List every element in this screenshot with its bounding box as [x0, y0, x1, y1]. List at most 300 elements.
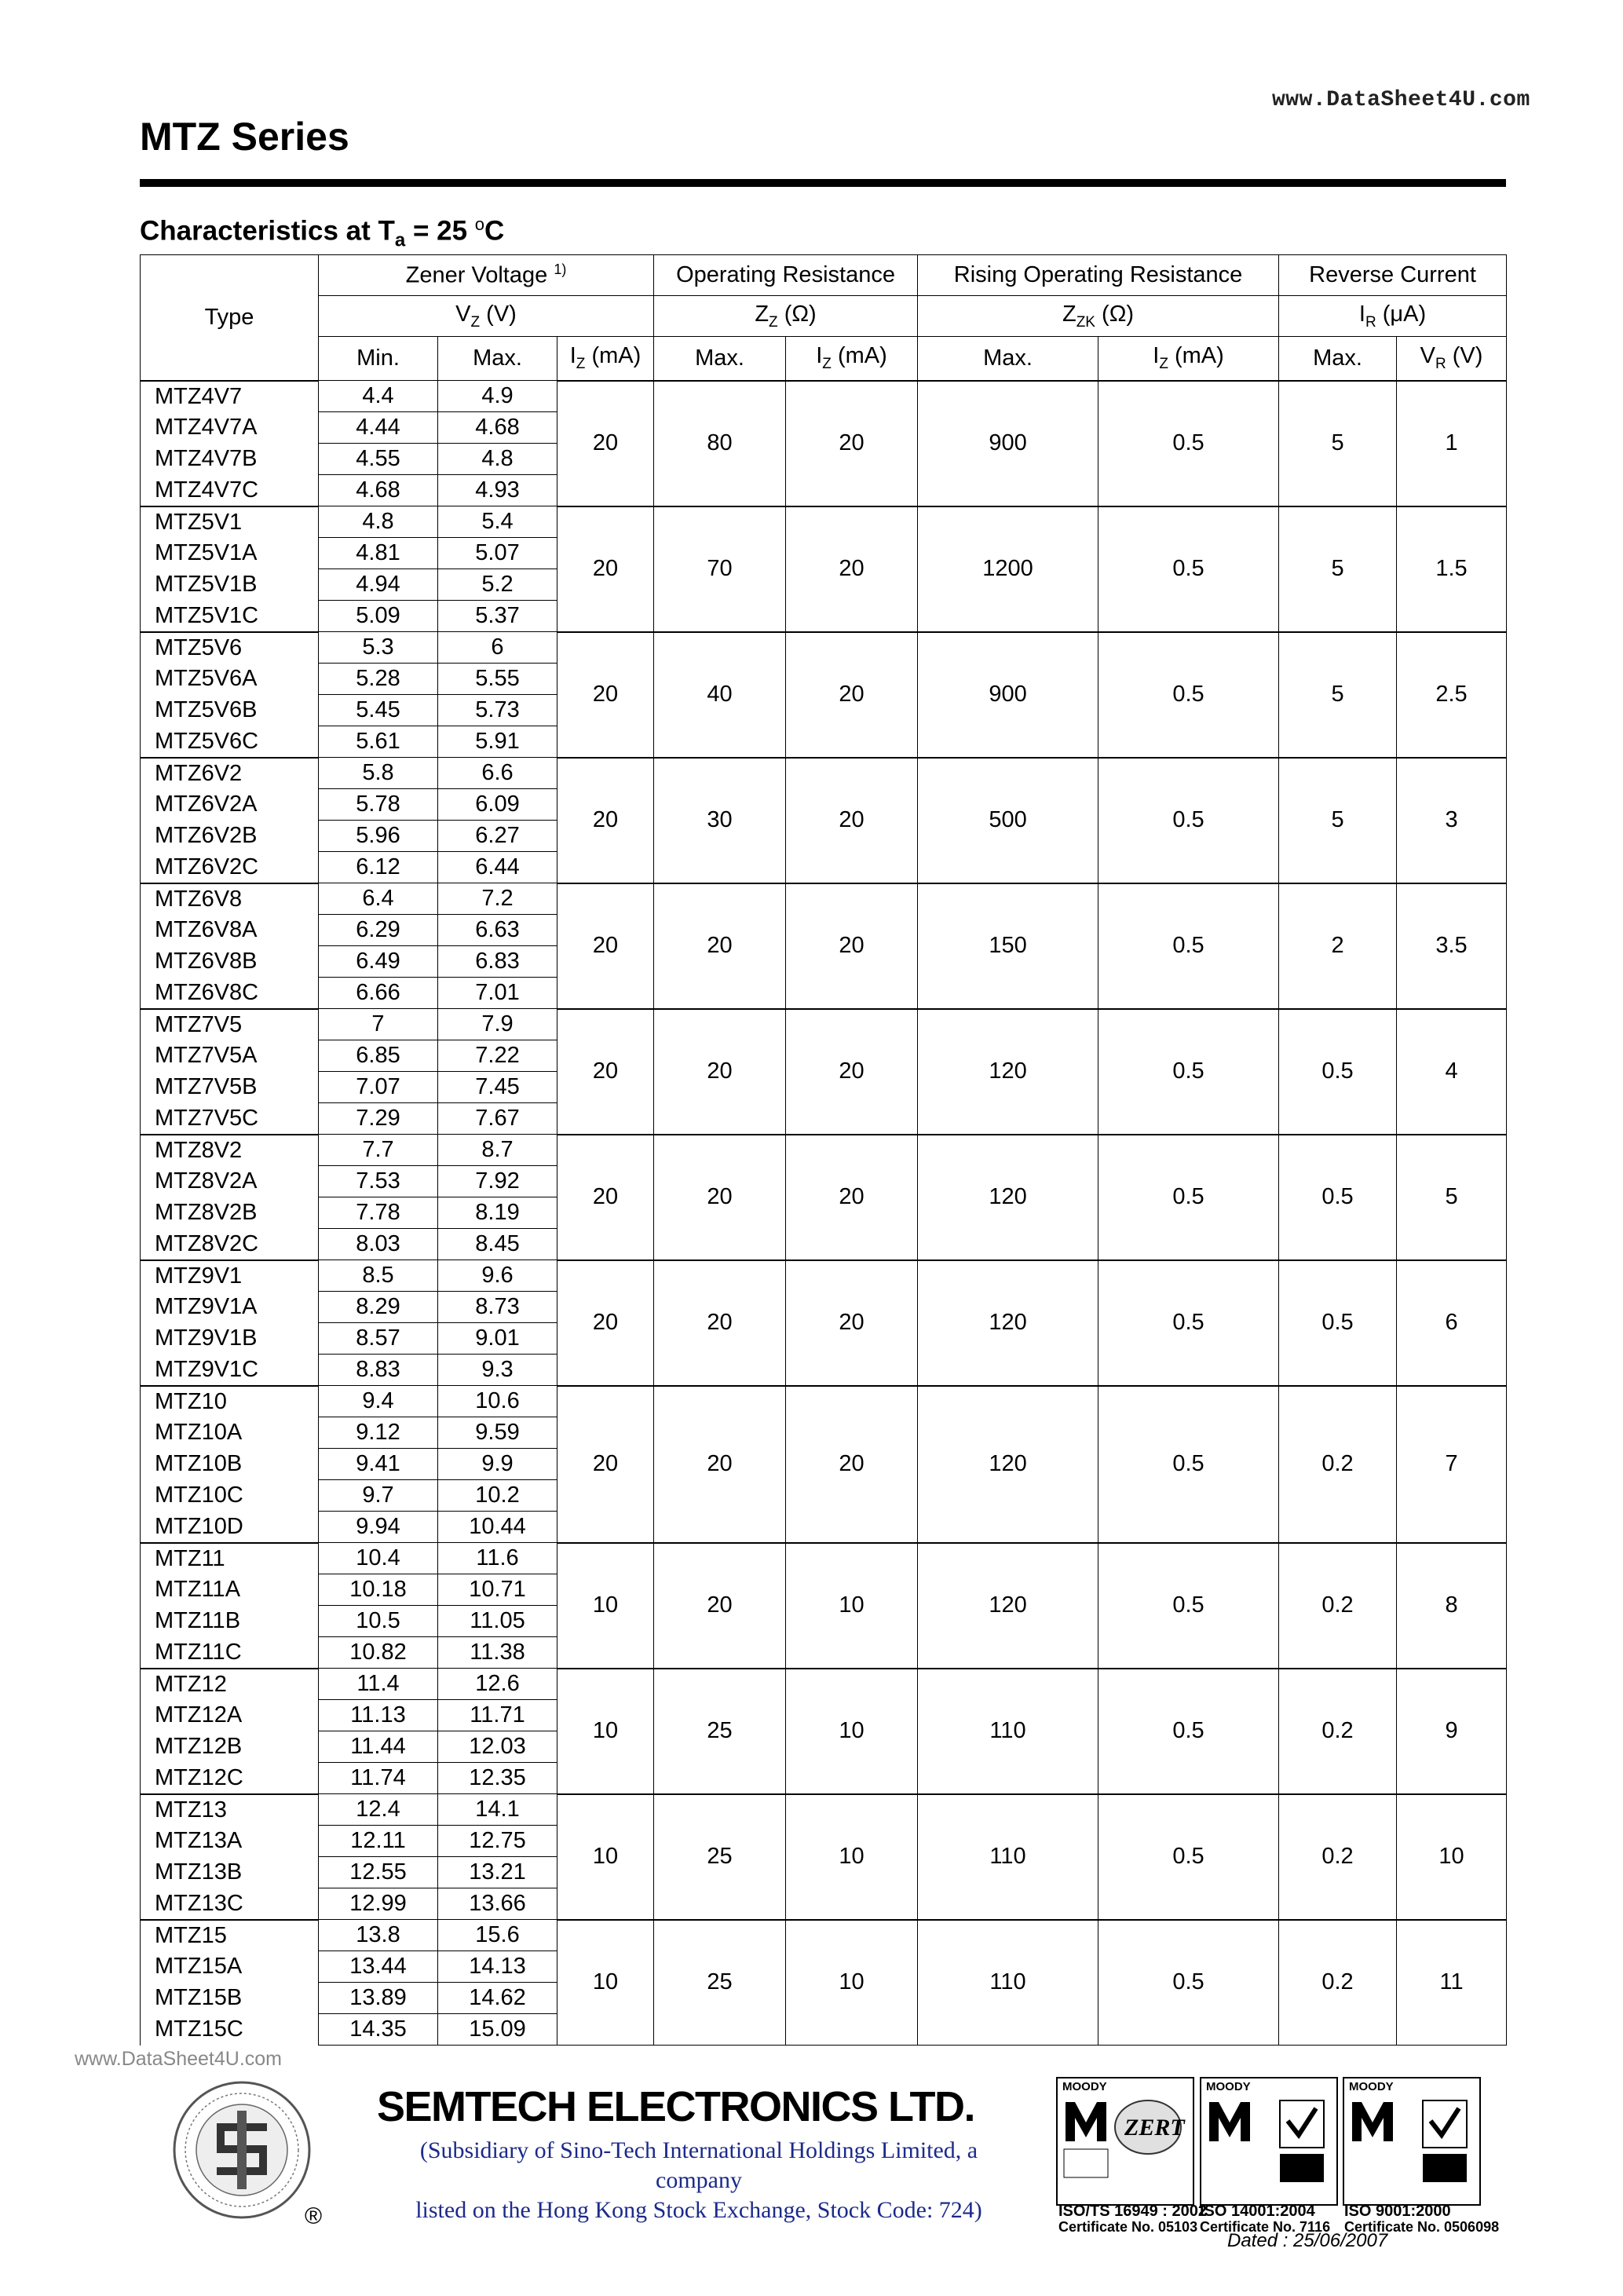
- iz-cell: 20: [557, 883, 654, 1009]
- cert-number: Certificate No. 0506098: [1344, 2219, 1500, 2235]
- dated-label: Dated : 25/06/2007: [1227, 2230, 1388, 2251]
- zz-max-cell: 25: [654, 1794, 786, 1920]
- type-cell: MTZ12: [141, 1669, 319, 1700]
- section-suffix: C: [484, 215, 505, 247]
- vr-cell: 7: [1397, 1386, 1507, 1543]
- vz-min-cell: 5.3: [319, 632, 438, 664]
- type-cell: MTZ8V2B: [141, 1197, 319, 1229]
- table-row: [141, 1920, 1507, 1951]
- zz-iz-cell: 10: [786, 1669, 918, 1794]
- zz-iz-cell: 20: [786, 632, 918, 758]
- iz-cell: 10: [557, 1794, 654, 1920]
- vz-max-cell: 6.27: [438, 821, 557, 852]
- vz-max-cell: 10.71: [438, 1574, 557, 1606]
- type-cell: MTZ6V2A: [141, 789, 319, 821]
- type-cell: MTZ4V7: [141, 381, 319, 412]
- vz-min-cell: 7.53: [319, 1166, 438, 1197]
- zzk-iz-cell: 0.5: [1098, 1135, 1279, 1260]
- type-cell: MTZ15B: [141, 1983, 319, 2014]
- iz-sym: I: [1153, 343, 1160, 369]
- type-cell: MTZ10: [141, 1386, 319, 1417]
- zz-unit: (Ω): [777, 301, 817, 327]
- table-body: [141, 381, 1507, 2046]
- vz-min-cell: 8.83: [319, 1355, 438, 1386]
- col-vz-max: Max.: [438, 337, 557, 381]
- section-sub: a: [394, 229, 406, 251]
- table-row: [141, 1669, 1507, 1700]
- zzk-max-cell: 150: [918, 883, 1098, 1009]
- vz-min-cell: 5.09: [319, 601, 438, 632]
- moody-ukas-logo: [1344, 2094, 1479, 2204]
- vz-min-cell: 6.49: [319, 946, 438, 978]
- unit-zz: [654, 296, 918, 337]
- header-reverse-current: Reverse Current: [1279, 255, 1507, 296]
- vz-min-cell: 4.55: [319, 444, 438, 475]
- vz-min-cell: 7.78: [319, 1197, 438, 1229]
- zzk-max-cell: 120: [918, 1543, 1098, 1669]
- zz-iz-cell: 20: [786, 381, 918, 506]
- vz-max-cell: 5.2: [438, 569, 557, 601]
- vz-max-cell: 11.6: [438, 1543, 557, 1574]
- vz-min-cell: 5.96: [319, 821, 438, 852]
- iz-sub: Z: [1159, 356, 1168, 373]
- zzk-sub: ZK: [1076, 313, 1095, 331]
- vz-max-cell: 14.1: [438, 1794, 557, 1826]
- vz-min-cell: 7.07: [319, 1072, 438, 1103]
- vz-max-cell: 7.92: [438, 1166, 557, 1197]
- vz-min-cell: 13.8: [319, 1920, 438, 1951]
- vz-max-cell: 6.63: [438, 915, 557, 946]
- section-heading: [140, 214, 504, 252]
- company-sub-line2: listed on the Hong Kong Stock Exchange, Stock Code: 724): [415, 2197, 982, 2223]
- vr-sym: V: [1420, 343, 1435, 369]
- table-row: [141, 1009, 1507, 1040]
- iz-cell: 20: [557, 758, 654, 883]
- zz-sub: Z: [769, 313, 778, 331]
- zz-max-cell: 20: [654, 1260, 786, 1386]
- col-zzk-iz: [1098, 337, 1279, 381]
- vz-max-cell: 4.68: [438, 412, 557, 444]
- type-cell: MTZ5V1C: [141, 601, 319, 632]
- vz-min-cell: 6.4: [319, 883, 438, 915]
- cert-badge-iso-14001: [1200, 2077, 1338, 2206]
- vz-min-cell: 6.12: [319, 852, 438, 883]
- vz-max-cell: 15.09: [438, 2014, 557, 2046]
- vz-max-cell: 6.44: [438, 852, 557, 883]
- vz-min-cell: 12.55: [319, 1857, 438, 1888]
- type-cell: MTZ4V7B: [141, 444, 319, 475]
- vz-max-cell: 5.37: [438, 601, 557, 632]
- zzk-iz-cell: 0.5: [1098, 506, 1279, 632]
- type-cell: MTZ7V5: [141, 1009, 319, 1040]
- vz-max-cell: 9.6: [438, 1260, 557, 1292]
- vr-cell: 1: [1397, 381, 1507, 506]
- zz-iz-cell: 20: [786, 1009, 918, 1135]
- vz-min-cell: 10.82: [319, 1637, 438, 1669]
- vz-min-cell: 5.45: [319, 695, 438, 726]
- iz-cell: 10: [557, 1543, 654, 1669]
- iz-cell: 10: [557, 1920, 654, 2046]
- iz-sub: Z: [822, 356, 832, 373]
- zz-max-cell: 30: [654, 758, 786, 883]
- cert-number: Certificate No. 05103: [1058, 2219, 1198, 2235]
- vz-min-cell: 8.57: [319, 1323, 438, 1355]
- type-cell: MTZ7V5B: [141, 1072, 319, 1103]
- vz-min-cell: 9.41: [319, 1449, 438, 1480]
- iz-cell: 10: [557, 1669, 654, 1794]
- vz-min-cell: 7.29: [319, 1103, 438, 1135]
- vz-max-cell: 7.67: [438, 1103, 557, 1135]
- vz-min-cell: 6.85: [319, 1040, 438, 1072]
- vr-cell: 9: [1397, 1669, 1507, 1794]
- zzk-iz-cell: 0.5: [1098, 1386, 1279, 1543]
- vz-max-cell: 5.73: [438, 695, 557, 726]
- zzk-iz-cell: 0.5: [1098, 1260, 1279, 1386]
- zz-max-cell: 70: [654, 506, 786, 632]
- vz-min-cell: 12.4: [319, 1794, 438, 1826]
- cert-badge-iso-9001: [1343, 2077, 1481, 2206]
- vz-min-cell: 7.7: [319, 1135, 438, 1166]
- type-cell: MTZ9V1B: [141, 1323, 319, 1355]
- col-zz-iz: [786, 337, 918, 381]
- vz-max-cell: 7.01: [438, 978, 557, 1009]
- unit-zzk: [918, 296, 1279, 337]
- ir-sym: I: [1358, 301, 1365, 327]
- table-row: [141, 1260, 1507, 1292]
- type-cell: MTZ6V8B: [141, 946, 319, 978]
- zz-iz-cell: 20: [786, 1135, 918, 1260]
- type-cell: MTZ10C: [141, 1480, 319, 1512]
- vz-max-cell: 8.7: [438, 1135, 557, 1166]
- vz-min-cell: 11.4: [319, 1669, 438, 1700]
- vz-min-cell: 11.74: [319, 1763, 438, 1794]
- iz-cell: 20: [557, 632, 654, 758]
- vz-min-cell: 5.8: [319, 758, 438, 789]
- iz-unit: (mA): [1168, 343, 1224, 369]
- vz-sub: Z: [470, 313, 481, 331]
- vz-min-cell: 12.99: [319, 1888, 438, 1920]
- table-row: [141, 1386, 1507, 1417]
- ir-max-cell: 0.2: [1279, 1669, 1397, 1794]
- type-cell: MTZ6V2B: [141, 821, 319, 852]
- vz-min-cell: 5.61: [319, 726, 438, 758]
- zzk-max-cell: 120: [918, 1009, 1098, 1135]
- vr-unit: (V): [1446, 343, 1483, 369]
- type-cell: MTZ12A: [141, 1700, 319, 1731]
- cert-number: Certificate No. 7116: [1200, 2219, 1331, 2235]
- iz-sym: I: [816, 343, 823, 369]
- type-cell: MTZ10A: [141, 1417, 319, 1449]
- zzk-max-cell: 110: [918, 1669, 1098, 1794]
- ir-max-cell: 0.5: [1279, 1260, 1397, 1386]
- type-cell: MTZ6V8: [141, 883, 319, 915]
- type-cell: MTZ11A: [141, 1574, 319, 1606]
- vr-cell: 2.5: [1397, 632, 1507, 758]
- type-cell: MTZ4V7A: [141, 412, 319, 444]
- vz-min-cell: 4.8: [319, 506, 438, 538]
- ir-max-cell: 5: [1279, 381, 1397, 506]
- type-cell: MTZ13: [141, 1794, 319, 1826]
- zz-iz-cell: 20: [786, 883, 918, 1009]
- vz-sym: V: [455, 301, 471, 327]
- table-row: [141, 1543, 1507, 1574]
- type-cell: MTZ10D: [141, 1512, 319, 1543]
- type-cell: MTZ8V2: [141, 1135, 319, 1166]
- iz-cell: 20: [557, 1135, 654, 1260]
- type-cell: MTZ13C: [141, 1888, 319, 1920]
- type-cell: MTZ9V1C: [141, 1355, 319, 1386]
- vr-cell: 10: [1397, 1794, 1507, 1920]
- iz-unit: (mA): [831, 343, 887, 369]
- zz-iz-cell: 20: [786, 758, 918, 883]
- page-title: MTZ Series: [140, 115, 349, 159]
- vz-max-cell: 13.66: [438, 1888, 557, 1920]
- zzk-max-cell: 120: [918, 1260, 1098, 1386]
- type-cell: MTZ13B: [141, 1857, 319, 1888]
- ir-unit: (μA): [1376, 301, 1427, 327]
- type-cell: MTZ13A: [141, 1826, 319, 1857]
- type-cell: MTZ5V1B: [141, 569, 319, 601]
- table-row: [141, 381, 1507, 412]
- type-cell: MTZ8V2C: [141, 1229, 319, 1260]
- vz-max-cell: 6.83: [438, 946, 557, 978]
- zzk-max-cell: 500: [918, 758, 1098, 883]
- header-operating-resistance: Operating Resistance: [654, 255, 918, 296]
- vz-max-cell: 15.6: [438, 1920, 557, 1951]
- type-cell: MTZ5V6: [141, 632, 319, 664]
- vz-min-cell: 13.89: [319, 1983, 438, 2014]
- vz-min-cell: 10.18: [319, 1574, 438, 1606]
- zzk-iz-cell: 0.5: [1098, 381, 1279, 506]
- vz-max-cell: 13.21: [438, 1857, 557, 1888]
- vz-max-cell: 7.2: [438, 883, 557, 915]
- company-sub-line1: (Subsidiary of Sino-Tech International Holdings Limited, a company: [419, 2137, 978, 2193]
- unit-ir: [1279, 296, 1507, 337]
- zz-max-cell: 40: [654, 632, 786, 758]
- ir-max-cell: 0.2: [1279, 1920, 1397, 2046]
- type-cell: MTZ9V1: [141, 1260, 319, 1292]
- type-cell: MTZ15: [141, 1920, 319, 1951]
- vz-min-cell: 9.4: [319, 1386, 438, 1417]
- table-row: [141, 1794, 1507, 1826]
- zzk-iz-cell: 0.5: [1098, 1794, 1279, 1920]
- zz-iz-cell: 20: [786, 1260, 918, 1386]
- vz-min-cell: 8.29: [319, 1292, 438, 1323]
- type-cell: MTZ11B: [141, 1606, 319, 1637]
- zzk-iz-cell: 0.5: [1098, 758, 1279, 883]
- type-cell: MTZ5V1A: [141, 538, 319, 569]
- type-cell: MTZ12B: [141, 1731, 319, 1763]
- vz-max-cell: 9.9: [438, 1449, 557, 1480]
- zz-iz-cell: 20: [786, 1386, 918, 1543]
- zzk-max-cell: 120: [918, 1386, 1098, 1543]
- zzk-iz-cell: 0.5: [1098, 632, 1279, 758]
- vz-min-cell: 6.29: [319, 915, 438, 946]
- moody-ukas-logo: [1201, 2094, 1336, 2204]
- zzk-max-cell: 110: [918, 1794, 1098, 1920]
- type-cell: MTZ4V7C: [141, 475, 319, 506]
- ir-sub: R: [1365, 313, 1376, 331]
- vz-max-cell: 14.13: [438, 1951, 557, 1983]
- vz-max-cell: 8.73: [438, 1292, 557, 1323]
- vz-min-cell: 4.44: [319, 412, 438, 444]
- zzk-max-cell: 900: [918, 381, 1098, 506]
- vz-max-cell: 5.55: [438, 664, 557, 695]
- vz-max-cell: 10.2: [438, 1480, 557, 1512]
- section-mid: = 25: [405, 215, 475, 247]
- zener-label: Zener Voltage: [405, 262, 548, 288]
- vz-max-cell: 6.09: [438, 789, 557, 821]
- header-zener-voltage: [319, 255, 654, 296]
- ir-max-cell: 0.2: [1279, 1386, 1397, 1543]
- ir-max-cell: 5: [1279, 506, 1397, 632]
- zz-max-cell: 20: [654, 1543, 786, 1669]
- unit-vz: [319, 296, 654, 337]
- zzk-iz-cell: 0.5: [1098, 1009, 1279, 1135]
- iz-cell: 20: [557, 1386, 654, 1543]
- zz-max-cell: 25: [654, 1669, 786, 1794]
- vz-min-cell: 14.35: [319, 2014, 438, 2046]
- zzk-iz-cell: 0.5: [1098, 883, 1279, 1009]
- title-rule: [140, 179, 1506, 187]
- vz-min-cell: 7: [319, 1009, 438, 1040]
- vz-max-cell: 5.07: [438, 538, 557, 569]
- zzk-max-cell: 120: [918, 1135, 1098, 1260]
- vz-min-cell: 4.68: [319, 475, 438, 506]
- iz-unit: (mA): [585, 343, 642, 369]
- type-cell: MTZ10B: [141, 1449, 319, 1480]
- cert-badge-iso-ts: [1056, 2077, 1194, 2206]
- type-cell: MTZ12C: [141, 1763, 319, 1794]
- zz-max-cell: 20: [654, 1386, 786, 1543]
- zz-max-cell: 20: [654, 1135, 786, 1260]
- vz-max-cell: 6.6: [438, 758, 557, 789]
- vz-min-cell: 13.44: [319, 1951, 438, 1983]
- type-cell: MTZ8V2A: [141, 1166, 319, 1197]
- iz-sub: Z: [576, 356, 586, 373]
- header-type: Type: [141, 255, 319, 381]
- cert-standard: ISO/TS 16949 : 2002: [1058, 2203, 1208, 2220]
- vz-max-cell: 11.05: [438, 1606, 557, 1637]
- col-zzk-max: Max.: [918, 337, 1098, 381]
- vz-max-cell: 11.38: [438, 1637, 557, 1669]
- vz-max-cell: 4.9: [438, 381, 557, 412]
- vz-max-cell: 7.22: [438, 1040, 557, 1072]
- section-sup: o: [474, 214, 485, 234]
- vz-min-cell: 11.44: [319, 1731, 438, 1763]
- zzk-max-cell: 900: [918, 632, 1098, 758]
- type-cell: MTZ9V1A: [141, 1292, 319, 1323]
- vz-max-cell: 10.6: [438, 1386, 557, 1417]
- zz-max-cell: 25: [654, 1920, 786, 2046]
- col-vz-min: Min.: [319, 337, 438, 381]
- zener-note: 1): [554, 261, 567, 278]
- vr-cell: 11: [1397, 1920, 1507, 2046]
- vz-max-cell: 12.35: [438, 1763, 557, 1794]
- vz-min-cell: 8.5: [319, 1260, 438, 1292]
- vz-min-cell: 9.7: [319, 1480, 438, 1512]
- zzk-iz-cell: 0.5: [1098, 1543, 1279, 1669]
- company-seal-logo: [171, 2079, 313, 2221]
- vz-max-cell: 12.75: [438, 1826, 557, 1857]
- zz-iz-cell: 10: [786, 1543, 918, 1669]
- svg-text:ZERT: ZERT: [1124, 2115, 1185, 2141]
- company-subsidiary-note: [377, 2136, 1021, 2225]
- cert-label: MOODY: [1062, 2080, 1107, 2093]
- vz-min-cell: 11.13: [319, 1700, 438, 1731]
- vz-max-cell: 6: [438, 632, 557, 664]
- table-row: [141, 1135, 1507, 1166]
- type-cell: MTZ15A: [141, 1951, 319, 1983]
- vz-max-cell: 7.45: [438, 1072, 557, 1103]
- vz-max-cell: 12.6: [438, 1669, 557, 1700]
- zz-iz-cell: 10: [786, 1920, 918, 2046]
- table-row: [141, 758, 1507, 789]
- vz-max-cell: 14.62: [438, 1983, 557, 2014]
- type-cell: MTZ11: [141, 1543, 319, 1574]
- col-vr: [1397, 337, 1507, 381]
- ir-max-cell: 5: [1279, 632, 1397, 758]
- type-cell: MTZ7V5A: [141, 1040, 319, 1072]
- zz-iz-cell: 10: [786, 1794, 918, 1920]
- zzk-max-cell: 110: [918, 1920, 1098, 2046]
- type-cell: MTZ11C: [141, 1637, 319, 1669]
- vz-max-cell: 10.44: [438, 1512, 557, 1543]
- vr-cell: 6: [1397, 1260, 1507, 1386]
- ir-max-cell: 0.2: [1279, 1794, 1397, 1920]
- cert-label: MOODY: [1206, 2080, 1251, 2093]
- type-cell: MTZ6V8C: [141, 978, 319, 1009]
- vz-max-cell: 12.03: [438, 1731, 557, 1763]
- type-cell: MTZ6V2: [141, 758, 319, 789]
- ir-max-cell: 2: [1279, 883, 1397, 1009]
- zz-sym: Z: [755, 301, 769, 327]
- col-iz: [557, 337, 654, 381]
- zzk-iz-cell: 0.5: [1098, 1669, 1279, 1794]
- iz-cell: 20: [557, 1009, 654, 1135]
- iz-cell: 20: [557, 1260, 654, 1386]
- vr-cell: 8: [1397, 1543, 1507, 1669]
- type-cell: MTZ5V6A: [141, 664, 319, 695]
- vz-max-cell: 5.91: [438, 726, 557, 758]
- type-cell: MTZ15C: [141, 2014, 319, 2046]
- type-cell: MTZ5V6C: [141, 726, 319, 758]
- ir-max-cell: 0.2: [1279, 1543, 1397, 1669]
- vz-max-cell: 9.3: [438, 1355, 557, 1386]
- vz-max-cell: 4.8: [438, 444, 557, 475]
- zz-iz-cell: 20: [786, 506, 918, 632]
- vz-max-cell: 5.4: [438, 506, 557, 538]
- vz-min-cell: 10.5: [319, 1606, 438, 1637]
- vz-min-cell: 9.12: [319, 1417, 438, 1449]
- vz-min-cell: 9.94: [319, 1512, 438, 1543]
- section-prefix: Characteristics at T: [140, 215, 395, 247]
- iz-cell: 20: [557, 506, 654, 632]
- vz-max-cell: 8.19: [438, 1197, 557, 1229]
- ir-max-cell: 0.5: [1279, 1135, 1397, 1260]
- vz-max-cell: 9.59: [438, 1417, 557, 1449]
- type-cell: MTZ6V8A: [141, 915, 319, 946]
- type-cell: MTZ5V6B: [141, 695, 319, 726]
- cert-label: MOODY: [1349, 2080, 1394, 2093]
- col-zz-max: Max.: [654, 337, 786, 381]
- iz-cell: 20: [557, 381, 654, 506]
- vz-min-cell: 4.94: [319, 569, 438, 601]
- cert-standard: ISO 9001:2000: [1344, 2203, 1451, 2220]
- watermark-top: www.DataSheet4U.com: [1272, 88, 1530, 112]
- zzk-unit: (Ω): [1095, 301, 1135, 327]
- vr-cell: 3: [1397, 758, 1507, 883]
